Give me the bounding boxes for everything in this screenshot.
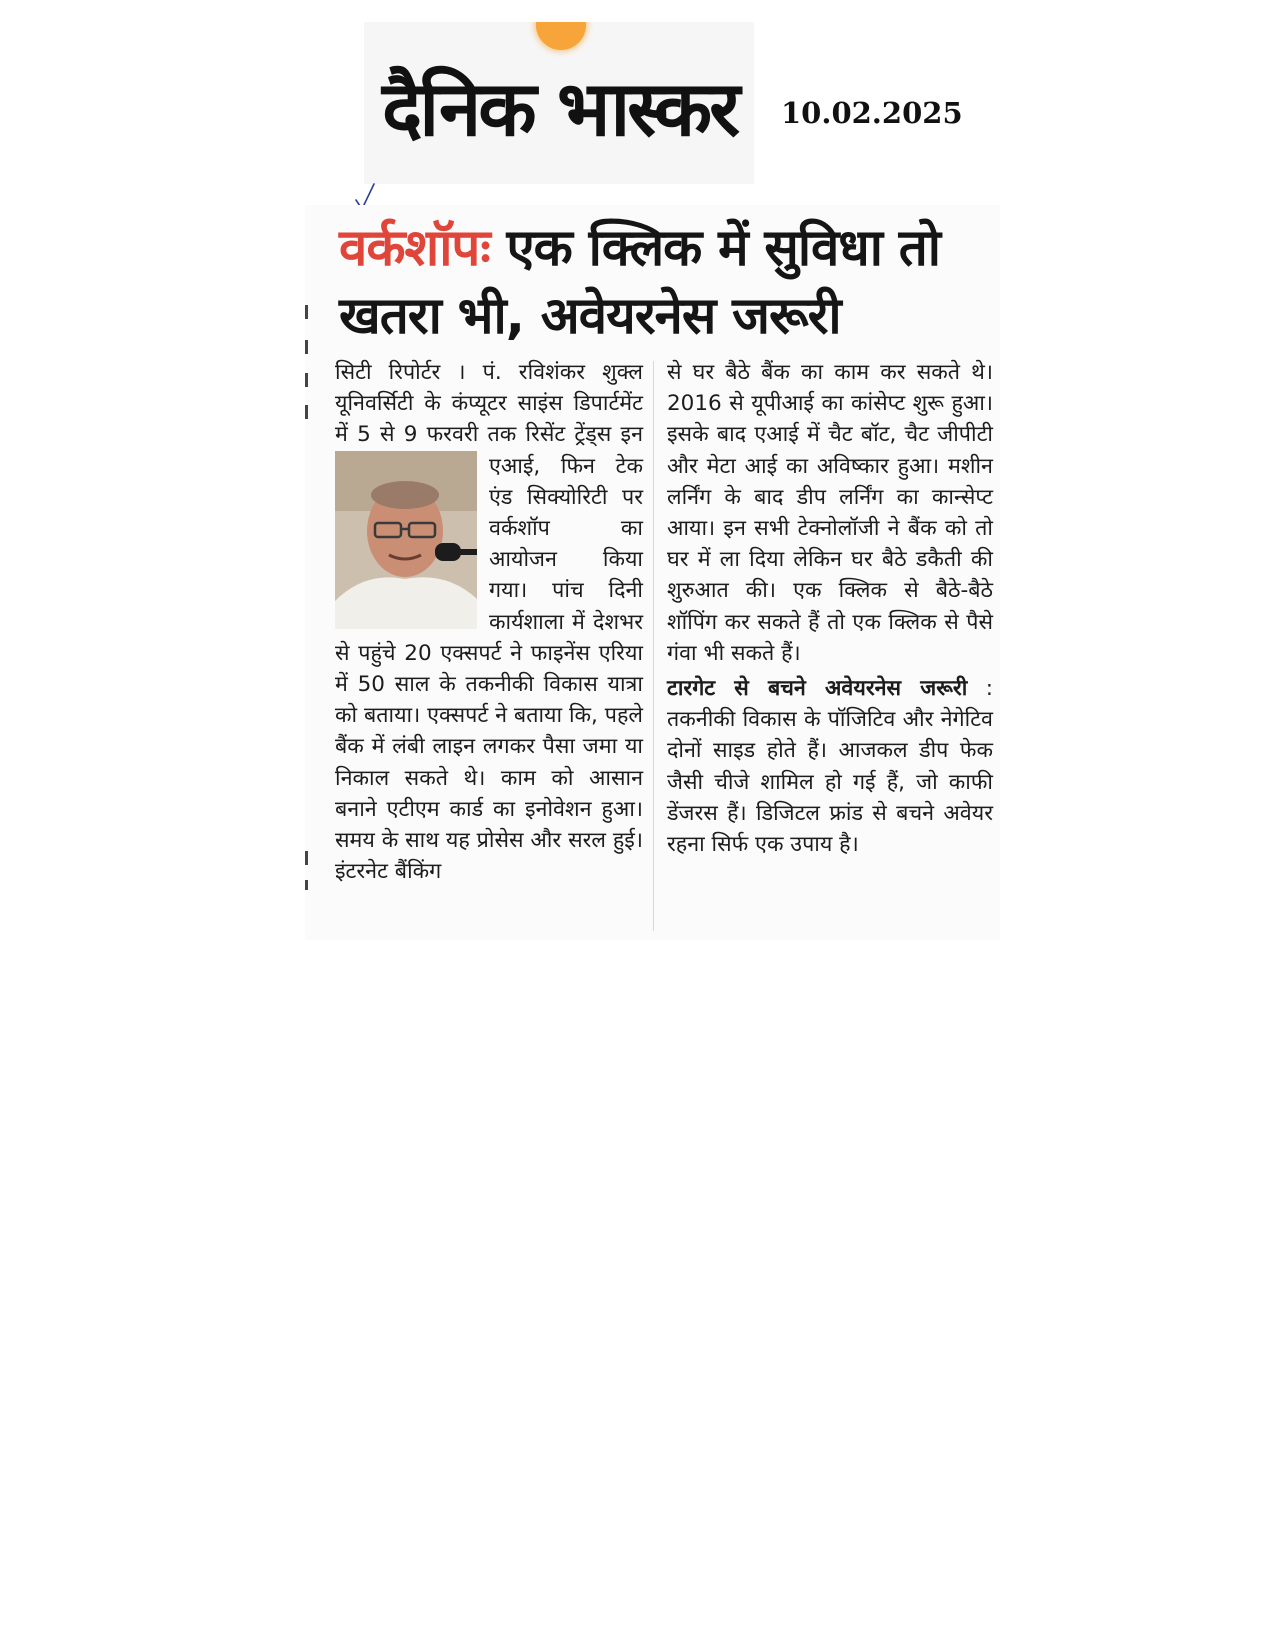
speaker-photo <box>335 451 477 629</box>
news-clipping <box>305 205 1000 940</box>
publication-date: 10.02.2025 <box>781 96 963 130</box>
sun-logo-icon <box>536 22 586 50</box>
article-subhead: टारगेट से बचने अवेयरनेस जरूरी <box>667 676 968 702</box>
byline: सिटी रिपोर्टर । <box>335 360 483 385</box>
article-body-left: रिसेंट ट्रेंड्स इन एआई, फिन टेक एंड सिक्योरिटी पर वर्कशॉप का आयोजन किया गया। पांच दिनी कार्यशाला में देशभर से पहुंचे 20 एक्सपर्ट ने फाइनेंस एरिया में 50 साल के तकनीकी विकास यात्रा को बताया। एक्सपर्ट ने बताया कि, पहले बैंक में लंबी लाइन लगकर पैसा जमा या निकाल सकते थे। काम को आसान बनाने एटीएम कार्ड का इनोवेशन हुआ। समय के साथ यह प्रोसेस और सरल हुई। इंटरनेट बैंकिंग <box>335 422 644 885</box>
headline-kicker: वर्कशॉपः <box>339 219 490 278</box>
column-divider <box>653 361 654 931</box>
newspaper-masthead <box>364 22 754 184</box>
headline-text: एक क्लिक में सुविधा तो खतरा भी, अवेयरनेस जरूरी <box>339 219 940 346</box>
article-headline <box>339 215 989 351</box>
newspaper-name: दैनिक भास्कर <box>382 64 738 153</box>
article-body-right: से घर बैठे बैंक का काम कर सकते थे। 2016 से यूपीआई का कांसेप्ट शुरू हुआ। इसके बाद एआई में चैट बॉट, चैट जीपीटी और मेटा आई का अविष्कार हुआ। मशीन लर्निंग के बाद डीप लर्निंग का कान्सेप्ट आया। इन सभी टेक्नोलॉजी ने बैंक को तो घर में ला दिया लेकिन घर बैठे डकैती की शुरुआत की। एक क्लिक से बैठे-बैठे शॉपिंग कर सकते हैं तो एक क्लिक से पैसे गंवा भी सकते हैं। <box>667 360 993 666</box>
article-body-right-2: : तकनीकी विकास के पॉजिटिव और नेगेटिव दोनों साइड होते हैं। आजकल डीप फेक जैसी चीजे शामिल हो गई हैं, जो काफी डेंजरस हैं। डिजिटल फ्रांड से बचने अवेयर रहना सिर्फ एक उपाय है। <box>667 676 994 858</box>
article-column-right <box>667 357 993 860</box>
article-intro: पं. रविशंकर शुक्ल यूनिवर्सिटी के कंप्यूटर साइंस डिपार्टमेंट में 5 से 9 फरवरी तक <box>335 360 644 448</box>
article-column-left <box>335 357 643 887</box>
